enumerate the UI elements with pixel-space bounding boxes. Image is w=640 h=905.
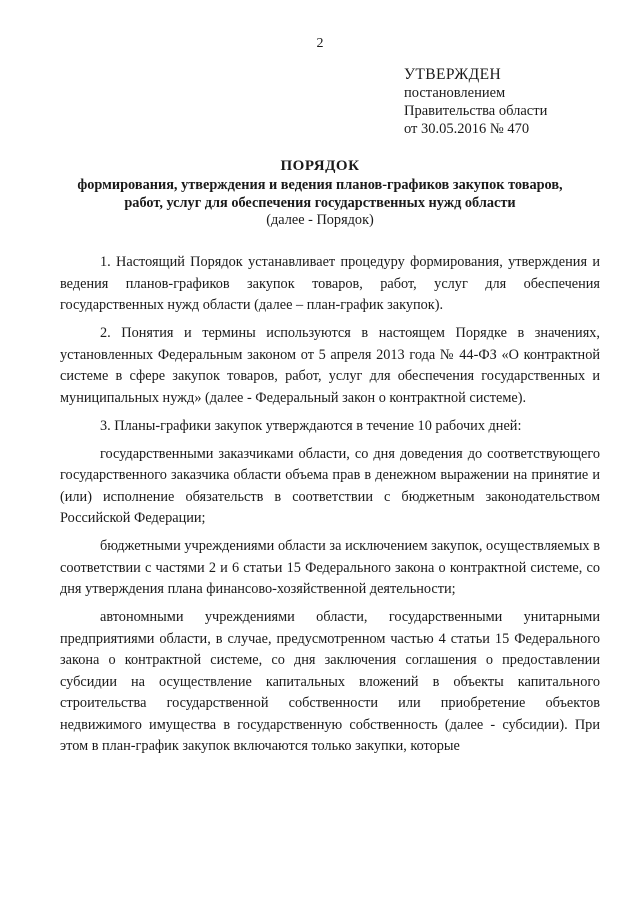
paragraph-3-item-budget-institutions: бюджетными учреждениями области за исключением закупок, осуществляемых в соответствии с частями 2 и 6 статьи 15 Федерального закона о контрактной системе, со дня утверждения плана финансово-хозяйственной деятельности; [60,538,600,597]
paragraph-1: 1. Настоящий Порядок устанавливает процедуру формирования, утверждения и ведения планов-графиков закупок товаров, работ, услуг для обеспечения государственных нужд области (далее – план-график закупок). [60,254,600,313]
approval-stamp [404,66,624,138]
paragraph-3-item-autonomous-institutions: автономными учреждениями области, государственными унитарными предприятиями области, в случае, предусмотренном частью 4 статьи 15 Федерального закона о контрактной системе, со дня заключения соглашения о предоставлении субсидии на осуществление капитальных вложений в объекты капитального строительства государственной собственности или приобретение объектов недвижимого имущества в государственную собственность (далее - субсидии). При этом в план-график закупок включаются только закупки, которые [60,609,600,754]
approval-heading: УТВЕРЖДЕН [404,66,502,83]
approval-line: Правительства области [404,103,548,119]
paragraph-3: 3. Планы-графики закупок утверждаются в течение 10 рабочих дней: [100,417,522,434]
approval-date-line: от 30.05.2016 № 470 [404,121,530,137]
paragraph-2: 2. Понятия и термины используются в настоящем Порядке в значениях, установленных Федеральным законом от 5 апреля 2013 года № 44-ФЗ «О контрактной системе в сфере закупок товаров, работ, услуг для обеспечения государственных и муниципальных нужд» (далее - Федеральный закон о контрактной системе). [60,325,600,406]
document-title: ПОРЯДОК [280,158,360,174]
approval-line: постановлением [404,85,506,101]
paragraph-3-item-state-customers: государственными заказчиками области, со дня доведения до соответствующего государственного заказчика области объема прав в денежном выражении на принятие и (или) исполнение обязательств в соответствии с бюджетным законодательством Российской Федерации; [60,445,600,526]
document-subtitle: формирования, утверждения и ведения планов-графиков закупок товаров, работ, услуг для обеспечения государственных нужд области [77,177,563,211]
document-short-name: (далее - Порядок) [266,212,374,228]
page-number: 2 [316,36,324,51]
document-body [60,252,600,764]
